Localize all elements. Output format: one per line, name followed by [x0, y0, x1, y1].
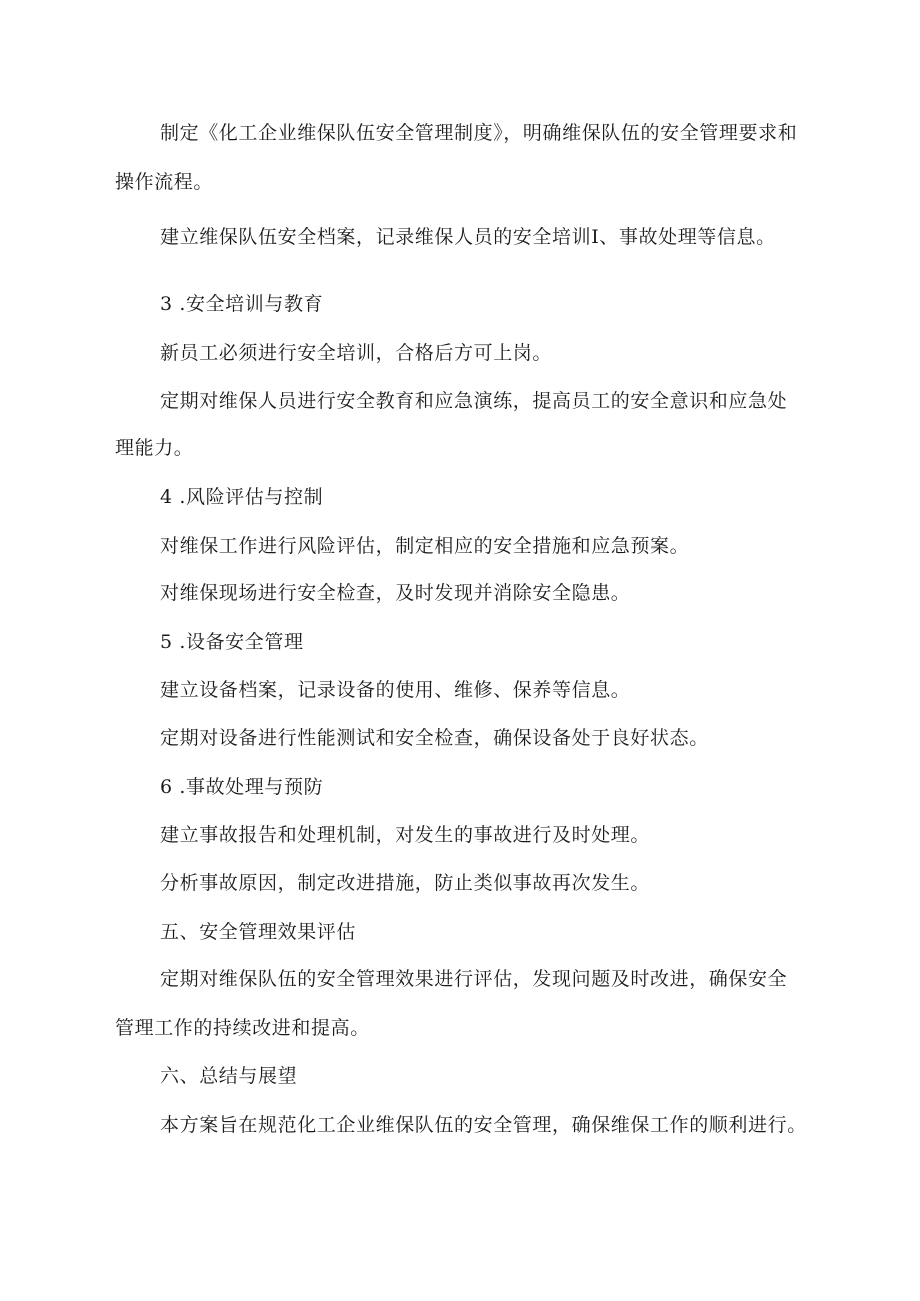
paragraph-line: 定期对设备进行性能测试和安全检查，确保设备处于良好状态。	[160, 727, 709, 749]
paragraph-line: 对维保工作进行风险评估，制定相应的安全措施和应急预案。	[160, 535, 690, 557]
section-heading: 6 .事故处理与预防	[160, 776, 324, 798]
paragraph-line: 建立维保队伍安全档案，记录维保人员的安全培训I、事故处理等信息。	[160, 226, 776, 248]
paragraph-line: 制定《化工企业维保队伍安全管理制度》，明确维保队伍的安全管理要求和	[160, 122, 798, 144]
section-heading: 五、安全管理效果评估	[160, 921, 357, 943]
section-heading: 5 .设备安全管理	[160, 631, 304, 653]
section-heading: 3 .安全培训与教育	[160, 293, 324, 315]
section-heading: 六、总结与展望	[160, 1065, 298, 1087]
paragraph-line: 新员工必须进行安全培训，合格后方可上岗。	[160, 342, 553, 364]
paragraph-line: 操作流程。	[115, 171, 214, 193]
paragraph-line: 定期对维保人员进行安全教育和应急演练，提高员工的安全意识和应急处	[160, 390, 788, 412]
paragraph-line: 建立设备档案，记录设备的使用、维修、保养等信息。	[160, 679, 631, 701]
paragraph-line: 建立事故报告和处理机制，对发生的事故进行及时处理。	[160, 824, 651, 846]
paragraph-line: 理能力。	[115, 437, 194, 459]
paragraph-line: 定期对维保队伍的安全管理效果进行评估，发现问题及时改进，确保安全	[160, 968, 788, 990]
paragraph-line: 对维保现场进行安全检查，及时发现并消除安全隐患。	[160, 582, 631, 604]
section-heading: 4 .风险评估与控制	[160, 486, 324, 508]
paragraph-line: 分析事故原因，制定改进措施，防止类似事故再次发生。	[160, 872, 651, 894]
paragraph-line: 管理工作的持续改进和提高。	[115, 1017, 370, 1039]
paragraph-line: 本方案旨在规范化工企业维保队伍的安全管理，确保维保工作的顺利进行。	[160, 1114, 807, 1136]
